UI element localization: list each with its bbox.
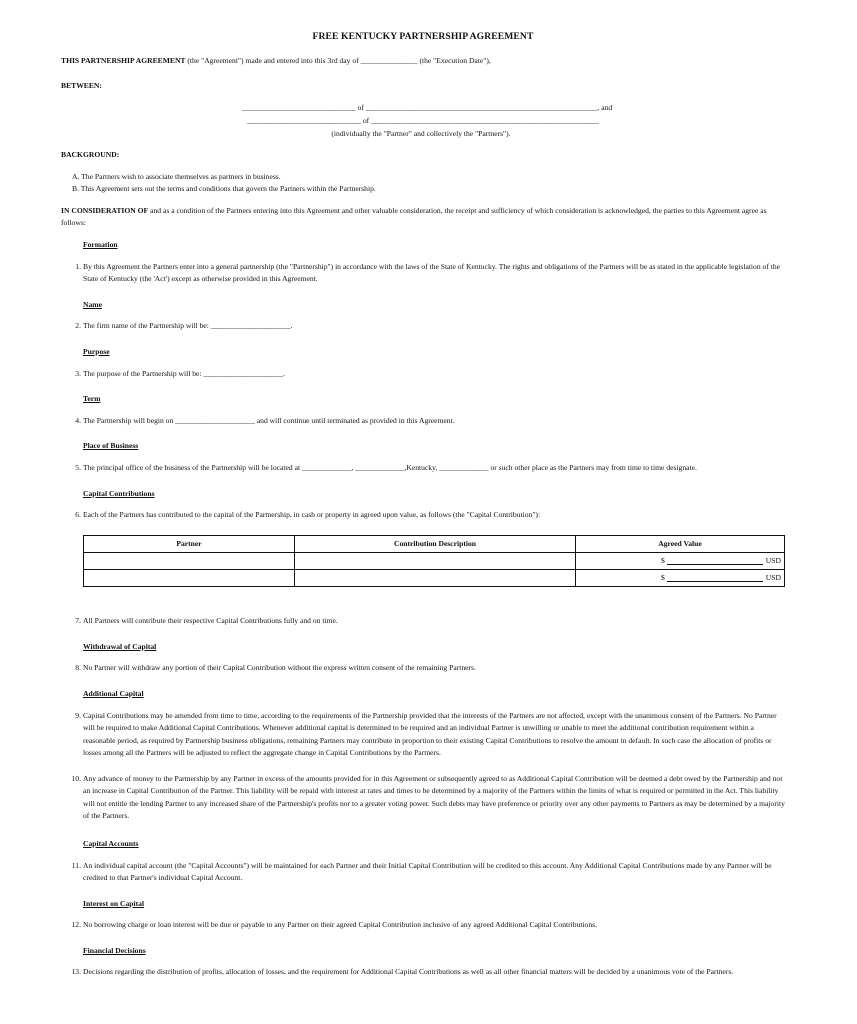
dollar-sign: $ — [661, 556, 665, 565]
partner-cell[interactable] — [84, 570, 295, 587]
agreed-value-cell[interactable] — [576, 553, 785, 570]
table-header-row — [84, 536, 785, 553]
clause-number: 5. — [75, 463, 81, 472]
clause-number: 8. — [75, 663, 81, 672]
partner-cell[interactable] — [84, 553, 295, 570]
clause-text: Each of the Partners has contributed to the capital of the Partnership, in cash or property in agreed upon value, as follows (the "Capital Contribution"): — [83, 510, 541, 519]
intro-paragraph — [61, 55, 491, 67]
clause-number: 9. — [75, 711, 81, 720]
background-item-a — [72, 171, 281, 183]
clause-number: 2. — [75, 321, 81, 330]
heading-capital-contributions: Capital Contributions — [83, 489, 155, 498]
clause-number: 12. — [71, 920, 81, 929]
party-line-3: (individually the "Partner" and collectively the "Partners"). — [331, 129, 511, 138]
party-line-1: ______________________________ of _____________________________________________________________, and — [241, 103, 613, 112]
background-text: The Partners wish to associate themselves as partners in business. — [81, 172, 281, 181]
agreed-value-cell[interactable] — [576, 570, 785, 587]
clause-number: 6. — [75, 510, 81, 519]
heading-formation: Formation — [83, 240, 118, 249]
heading-financial-decisions: Financial Decisions — [83, 946, 146, 955]
clause-text: Decisions regarding the distribution of profits, allocation of losses, and the requirement for Additional Capital Contributions as well as all other financial matters will be decided by a unanimous vote of the Partners. — [83, 967, 734, 976]
header-agreed-value: Agreed Value — [576, 536, 785, 553]
currency-label: USD — [765, 556, 781, 565]
table-row — [84, 570, 785, 587]
document-title: FREE KENTUCKY PARTNERSHIP AGREEMENT — [312, 31, 534, 42]
clause-text: The principal office of the business of the Partnership will be located at _____________, _____________,Kentucky, _____________ or such other place as the Partners may from time to time designate. — [83, 463, 697, 472]
clause-text: The Partnership will begin on _____________________ and will continue until terminated as provided in this Agreement. — [83, 416, 455, 425]
currency-label: USD — [765, 573, 781, 582]
heading-name: Name — [83, 300, 102, 309]
clause-number: 4. — [75, 416, 81, 425]
dollar-sign: $ — [661, 573, 665, 582]
heading-term: Term — [83, 394, 101, 403]
background-item-b — [72, 183, 376, 195]
intro-lead: THIS PARTNERSHIP AGREEMENT — [61, 56, 186, 65]
clause-number: 3. — [75, 369, 81, 378]
clause-number: 10. — [71, 774, 81, 783]
heading-place-of-business: Place of Business — [83, 441, 139, 450]
heading-withdrawal-of-capital: Withdrawal of Capital — [83, 642, 157, 651]
clause-text: All Partners will contribute their respective Capital Contributions fully and on time. — [83, 616, 338, 625]
background-text: This Agreement sets out the terms and conditions that govern the Partners within the Partnership. — [80, 184, 376, 193]
header-contribution-description: Contribution Description — [295, 536, 576, 553]
intro-text: (the "Agreement") made and entered into this 3rd day of _______________ (the "Execution Date"), — [185, 56, 491, 65]
heading-capital-accounts: Capital Accounts — [83, 839, 139, 848]
background-letter: B. — [72, 184, 79, 193]
header-partner: Partner — [84, 536, 295, 553]
clause-number: 1. — [75, 262, 81, 271]
consideration-text: and as a condition of the Partners entering into this Agreement and other valuable consideration, the receipt and sufficiency of which consideration is acknowledged, the parties to this Agreement agree as follows: — [61, 206, 767, 228]
between-label: BETWEEN: — [61, 81, 102, 90]
clause-number: 11. — [71, 861, 81, 870]
description-cell[interactable] — [295, 570, 576, 587]
consideration-paragraph — [61, 205, 785, 230]
party-line-2: ______________________________ of ____________________________________________________________ — [247, 116, 599, 125]
clause-text: The purpose of the Partnership will be: _____________________. — [83, 369, 286, 378]
heading-interest-on-capital: Interest on Capital — [83, 899, 145, 908]
clause-text: By this Agreement the Partners enter into a general partnership (the "Partnership") in accordance with the laws of the State of Kentucky. The rights and obligations of the Partners will be as stated in the applicable legislation of the State of Kentucky (the 'Act') except as otherwise provided in this Agreement. — [83, 262, 781, 284]
clause-text: Any advance of money to the Partnership by any Partner in excess of the amounts provided for in this Agreement or subsequently agreed to as Additional Capital Contribution will be deemed a debt owed by the Partnership and not an increase in Capital Contribution of the Partner. This liability will be repaid with interest at rates and times to be determined by a majority of the Partners within the limits of what is required or permitted in the Act. This liability will not entitle the lending Partner to any increased share of the Partnership's profits nor to a greater voting power. Such debts may have preference or priority over any other payments to Partners as may be determined by a majority of the Partners. — [83, 774, 785, 821]
clause-number: 13. — [71, 967, 81, 976]
clause-number: 7. — [75, 616, 81, 625]
table-row — [84, 553, 785, 570]
clause-text: No Partner will withdraw any portion of their Capital Contribution without the express written consent of the remaining Partners. — [83, 663, 476, 672]
background-heading: BACKGROUND: — [61, 150, 120, 159]
clause-text: The firm name of the Partnership will be: _____________________. — [83, 321, 293, 330]
heading-purpose: Purpose — [83, 347, 110, 356]
heading-additional-capital: Additional Capital — [83, 689, 144, 698]
value-blank-line — [667, 581, 763, 582]
capital-contribution-table — [83, 535, 785, 587]
consideration-lead: IN CONSIDERATION OF — [61, 206, 149, 215]
clause-text: Capital Contributions may be amended from time to time, according to the requirements of the Partnership provided that the interests of the Partners are not affected, except with the unanimous consent of the Partners. No Partner will be required to make Additional Capital Contributions. Whenever additional capital is determined to be required and an individual Partner is unwilling or unable to meet the additional contribution requirement within a reasonable period, as required by Partnership business obligations, remaining Partners may contribute in proportion to their existing Capital Contributions to resolve the amount in default. In such case the allocation of profits or losses among all the Partners will be adjusted to reflect the aggregate change in Capital Contributions by the Partners. — [83, 711, 777, 758]
clause-text: An individual capital account (the "Capital Accounts") will be maintained for each Partner and their Initial Capital Contribution will be credited to this account. Any Additional Capital Contributions made by any Partner will be credited to that Partner's individual Capital Account. — [83, 861, 772, 883]
background-letter: A. — [72, 172, 80, 181]
description-cell[interactable] — [295, 553, 576, 570]
clause-text: No borrowing charge or loan interest will be due or payable to any Partner on their agreed Capital Contribution inclusive of any agreed Additional Capital Contributions. — [83, 920, 597, 929]
value-blank-line — [667, 564, 763, 565]
